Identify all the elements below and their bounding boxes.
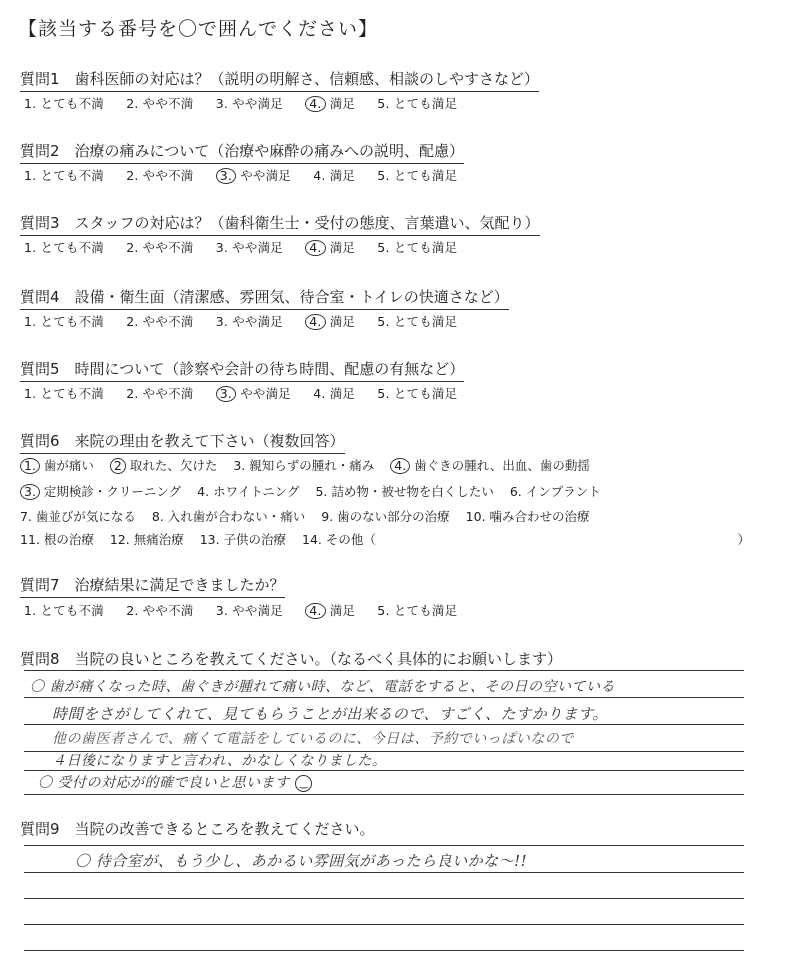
question-2-options (24, 166, 475, 184)
page-header: 【該当する番号を〇で囲んでください】 (18, 18, 379, 40)
circle-mark: 4. (305, 240, 325, 256)
circle-mark: 4. (305, 314, 325, 330)
question-4-options (24, 312, 475, 330)
option[interactable]: 10. 噛み合わせの治療 (465, 509, 590, 524)
option[interactable]: 5. とても満足 (377, 168, 458, 183)
option-selected[interactable]: 4. 満足 (305, 240, 355, 255)
option[interactable]: 9. 歯のない部分の治療 (321, 509, 450, 524)
option[interactable]: 2. やや不満 (126, 96, 194, 111)
writing-line (24, 794, 744, 795)
option[interactable]: 1. とても不満 (24, 386, 104, 401)
question-6-line-4 (20, 530, 750, 548)
question-7-title: 質問7 治療結果に満足できましたか？ (20, 574, 285, 598)
option[interactable]: 13. 子供の治療 (199, 532, 287, 547)
option[interactable]: 3. やや満足 (215, 96, 283, 111)
smiley-face-icon: ‿ (295, 775, 312, 792)
writing-line (24, 950, 744, 951)
writing-line (24, 845, 744, 846)
writing-line (24, 724, 744, 725)
question-6-title: 質問6 来院の理由を教えて下さい（複数回答） (20, 430, 345, 454)
option[interactable]: 2. やや不満 (126, 603, 194, 618)
q8-answer-line-4: ４日後になりますと言われ、かなしくなりました。 (52, 753, 387, 769)
option[interactable]: 11. 根の治療 (20, 532, 94, 547)
option[interactable]: 2. やや不満 (126, 168, 194, 183)
option-selected[interactable]: 3. やや満足 (216, 386, 291, 401)
option[interactable]: 3. やや満足 (215, 603, 283, 618)
option-selected[interactable]: 3. 定期検診・クリーニング (20, 484, 181, 499)
writing-line (24, 872, 744, 873)
option[interactable]: 4. ホワイトニング (197, 484, 300, 499)
q8-answer-line-5: 〇 受付の対応が的確で良いと思います ‿ (38, 772, 312, 792)
option[interactable]: 2. やや不満 (126, 240, 194, 255)
option[interactable]: 5. とても満足 (377, 386, 458, 401)
question-1-title: 質問1 歯科医師の対応は？（説明の明解さ、信頼感、相談のしやすさなど） (20, 68, 539, 92)
question-4-title: 質問4 設備・衛生面（清潔感、雰囲気、待合室・トイレの快適さなど） (20, 286, 509, 310)
option-selected[interactable]: 3. やや満足 (216, 168, 291, 183)
question-9-title: 質問9 当院の改善できるところを教えてください。 (20, 820, 375, 838)
circle-mark: 4. (390, 458, 410, 474)
circle-mark: 3. (216, 168, 236, 184)
question-3-options (24, 238, 475, 256)
option[interactable]: 2. やや不満 (126, 314, 194, 329)
option[interactable]: 5. とても満足 (377, 603, 458, 618)
option[interactable]: 3. やや満足 (215, 240, 283, 255)
option[interactable]: 5. 詰め物・被せ物を白くしたい (315, 484, 494, 499)
question-8-title: 質問8 当院の良いところを教えてください。（なるべく具体的にお願いします） (20, 650, 563, 668)
question-3-title: 質問3 スタッフの対応は？（歯科衛生士・受付の態度、言葉遣い、気配り） (20, 212, 540, 236)
question-6-line-2 (20, 482, 613, 500)
option-other[interactable]: 14. その他（ (302, 532, 376, 547)
paren-close: ） (737, 532, 750, 547)
option[interactable]: 5. とても満足 (377, 96, 458, 111)
option[interactable]: 1. とても不満 (24, 603, 104, 618)
option[interactable]: 4. 満足 (313, 386, 356, 401)
question-6-line-1 (20, 456, 590, 474)
option-selected[interactable]: 4. 満足 (305, 603, 355, 618)
option-selected[interactable]: 4. 歯ぐきの腫れ、出血、歯の動揺 (390, 458, 590, 473)
circle-mark: 2 (110, 458, 126, 474)
writing-line (24, 670, 744, 671)
question-5-title: 質問5 時間について（診察や会計の待ち時間、配慮の有無など） (20, 358, 464, 382)
q8-answer-line-1: 〇 歯が痛くなった時、歯ぐきが腫れて痛い時、など、電話をすると、その日の空いている (30, 679, 615, 695)
option[interactable]: 12. 無痛治療 (109, 532, 184, 547)
option[interactable]: 6. インプラント (509, 484, 601, 499)
circle-mark: 4. (305, 603, 325, 619)
circle-mark: 1. (20, 458, 40, 474)
option[interactable]: 3. 親知らずの腫れ・痛み (233, 458, 375, 473)
question-2-title: 質問2 治療の痛みについて（治療や麻酔の痛みへの説明、配慮） (20, 140, 464, 164)
option-selected[interactable]: 4. 満足 (305, 314, 355, 329)
option-selected[interactable]: 1. 歯が痛い (20, 458, 94, 473)
option[interactable]: 3. やや満足 (215, 314, 283, 329)
question-1-options (24, 94, 475, 112)
option[interactable]: 1. とても不満 (24, 240, 104, 255)
option[interactable]: 5. とても満足 (377, 240, 458, 255)
option[interactable]: 8. 入れ歯が合わない・痛い (151, 509, 306, 524)
option-selected[interactable]: 4. 満足 (305, 96, 355, 111)
q8-answer-line-2: 時間をさがしてくれて、見てもらうことが出来るので、すごく、たすかります。 (52, 705, 608, 723)
circle-mark: 4. (305, 96, 325, 112)
circle-mark: 3. (20, 484, 40, 500)
circle-mark: 3. (216, 386, 236, 402)
option[interactable]: 1. とても不満 (24, 96, 104, 111)
option[interactable]: 2. やや不満 (126, 386, 194, 401)
q9-answer: 〇 待合室が、もう少し、あかるい雰囲気があったら良いかな〜!! (75, 852, 528, 870)
question-5-options (24, 384, 475, 402)
option[interactable]: 1. とても不満 (24, 314, 104, 329)
question-6-line-3 (20, 507, 602, 525)
option[interactable]: 5. とても満足 (377, 314, 458, 329)
q8-answer-line-3: 他の歯医者さんで、痛くて電話をしているのに、今日は、予約でいっぱいなので (52, 731, 574, 747)
option[interactable]: 1. とても不満 (24, 168, 104, 183)
question-7-options (24, 601, 475, 619)
writing-line (24, 898, 744, 899)
option[interactable]: 7. 歯並びが気になる (20, 509, 136, 524)
writing-line (24, 924, 744, 925)
option-selected[interactable]: 2 取れた、欠けた (110, 458, 217, 473)
writing-line (24, 770, 744, 771)
option[interactable]: 4. 満足 (313, 168, 356, 183)
writing-line (24, 697, 744, 698)
